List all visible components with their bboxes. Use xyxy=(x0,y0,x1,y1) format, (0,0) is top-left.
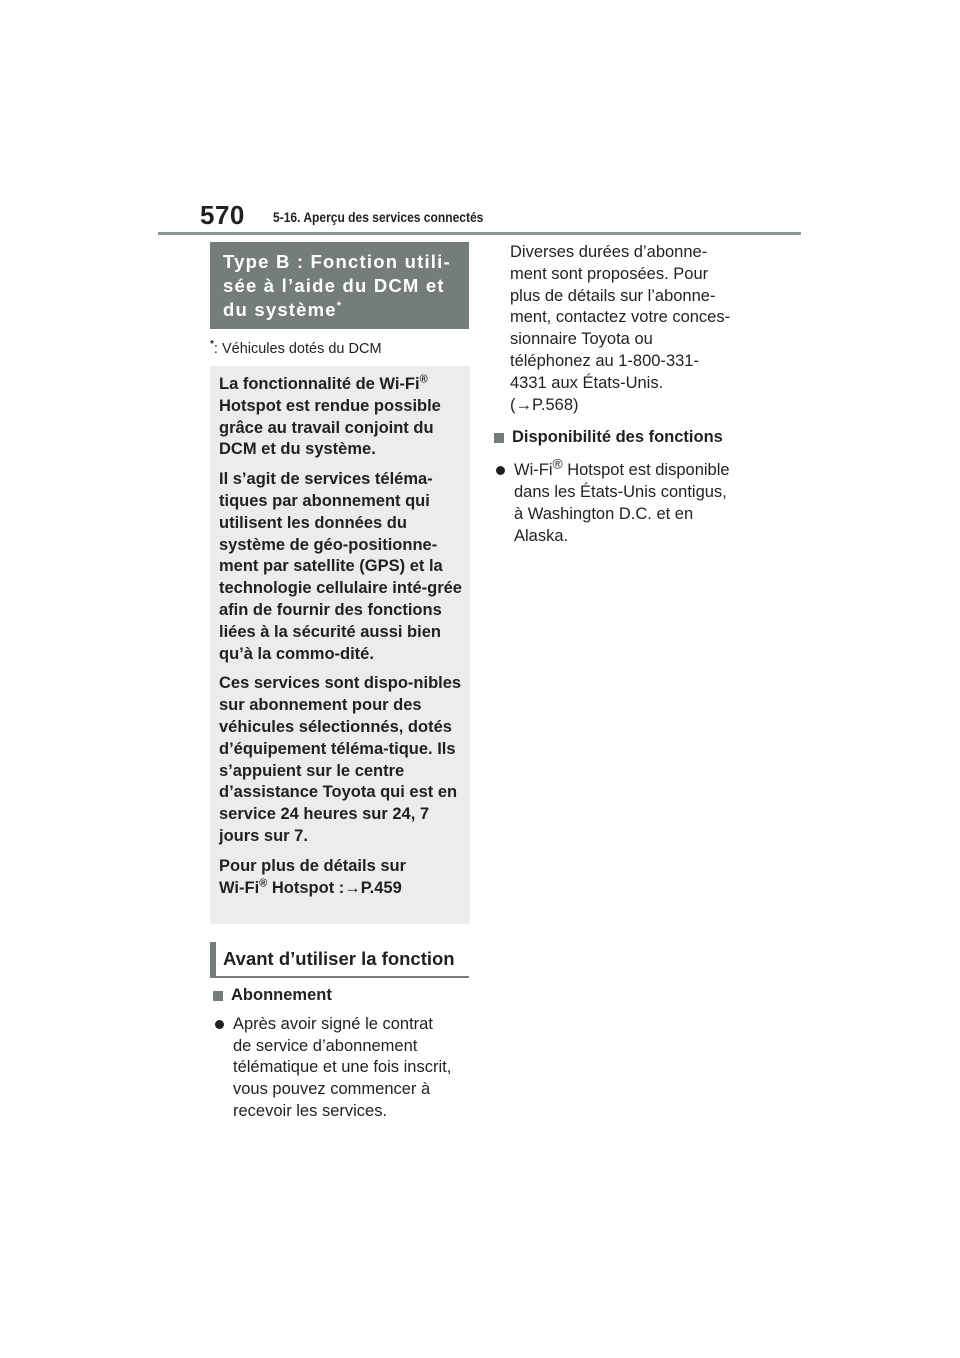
continuation-text xyxy=(510,242,770,416)
left-column xyxy=(213,985,473,1123)
disponibilite-heading xyxy=(494,427,770,449)
text-line: téléphonez au 1-800-331- xyxy=(510,351,699,370)
info-text: Wi-Fi xyxy=(219,878,260,897)
info-text: Hotspot : xyxy=(267,878,345,897)
info-paragraph: Ces services sont dispo-nibles sur abonnement pour des véhicules sélectionnés, dotés d’équipement téléma-tique. Ils s’appuient sur le centre d’assistance Toyota qui est en service 24 heures sur 24, 7 jours sur 7. xyxy=(219,674,462,845)
right-column xyxy=(510,242,770,547)
text-line: ment sont proposées. Pour xyxy=(510,264,709,283)
text-line: recevoir les services. xyxy=(233,1101,388,1120)
arrow-icon: → xyxy=(515,395,532,414)
abonnement-heading xyxy=(213,985,473,1007)
info-text: La fonctionnalité de Wi-Fi xyxy=(219,375,420,393)
text-line: Après avoir signé le contrat xyxy=(233,1014,433,1033)
page-reference[interactable]: P.568) xyxy=(532,395,579,414)
list-item-text xyxy=(514,456,730,547)
header-rule xyxy=(158,232,801,235)
text-line: sionnaire Toyota ou xyxy=(510,330,653,349)
registered-mark: ® xyxy=(259,877,268,890)
subheading-box xyxy=(210,942,469,978)
text-line: dans les États-Unis contigus, xyxy=(514,482,727,501)
heading-line: sée à l’aide du DCM et xyxy=(223,275,445,296)
text-line: Alaska. xyxy=(514,526,569,545)
page-number: 570 xyxy=(200,200,245,230)
list-item-text xyxy=(233,1014,451,1123)
heading-text: Disponibilité des fonctions xyxy=(512,428,723,447)
text-line: vous pouvez commencer à xyxy=(233,1080,431,1099)
info-text: Pour plus de détails sur xyxy=(219,856,407,875)
footnote-marker: * xyxy=(336,299,342,312)
text-line xyxy=(514,456,730,482)
info-text: Hotspot est rendue possible grâce au travail conjoint du DCM et du système. xyxy=(219,396,441,459)
list-item xyxy=(494,456,770,547)
footnote-marker: * xyxy=(210,339,214,351)
square-bullet-icon xyxy=(213,991,223,1001)
paren: ( xyxy=(510,395,516,414)
text-line xyxy=(510,395,770,417)
text-line: ment, contactez votre conces- xyxy=(510,308,731,327)
info-paragraph xyxy=(219,374,464,461)
heading-line-text: du système xyxy=(223,299,337,320)
arrow-icon: → xyxy=(344,878,361,897)
bullet-dot-icon xyxy=(215,1020,224,1029)
section-title: 5-16. Aperçu des services connectés xyxy=(273,209,484,225)
text-line: télématique et une fois inscrit, xyxy=(233,1058,452,1077)
info-paragraph: Il s’agit de services téléma-tiques par abonnement qui utilisent les données du système de géo-positionne-ment par satellite (GPS) et la technologie cellulaire inté-grée afin de fournir des fonctions liées à la sécurité aussi bien qu’à la commo-dité. xyxy=(219,470,462,663)
subheading-text: Avant d’utiliser la fonction xyxy=(223,948,455,969)
registered-mark: ® xyxy=(552,456,563,472)
text-line: 4331 aux États-Unis. xyxy=(510,373,664,392)
registered-mark: ® xyxy=(419,373,428,386)
heading-line: Type B : Fonction utili- xyxy=(223,251,451,272)
text-span: Wi-Fi xyxy=(514,461,553,480)
footnote-text: : Véhicules dotés du DCM xyxy=(213,341,382,357)
text-span: Hotspot est disponible xyxy=(562,461,730,480)
section-heading-box xyxy=(210,242,469,329)
heading-line xyxy=(223,298,459,322)
text-line: de service d’abonnement xyxy=(233,1036,418,1055)
text-line: plus de détails sur l’abonne- xyxy=(510,286,716,305)
text-line: Diverses durées d’abonne- xyxy=(510,243,708,261)
square-bullet-icon xyxy=(494,433,504,443)
heading-text: Abonnement xyxy=(231,986,332,1004)
info-box xyxy=(210,366,470,924)
page-reference[interactable]: P.459 xyxy=(360,878,402,897)
text-line: à Washington D.C. et en xyxy=(514,504,694,523)
bullet-dot-icon xyxy=(496,466,505,475)
footnote xyxy=(210,341,382,357)
info-paragraph xyxy=(219,856,464,900)
list-item xyxy=(213,1014,473,1123)
